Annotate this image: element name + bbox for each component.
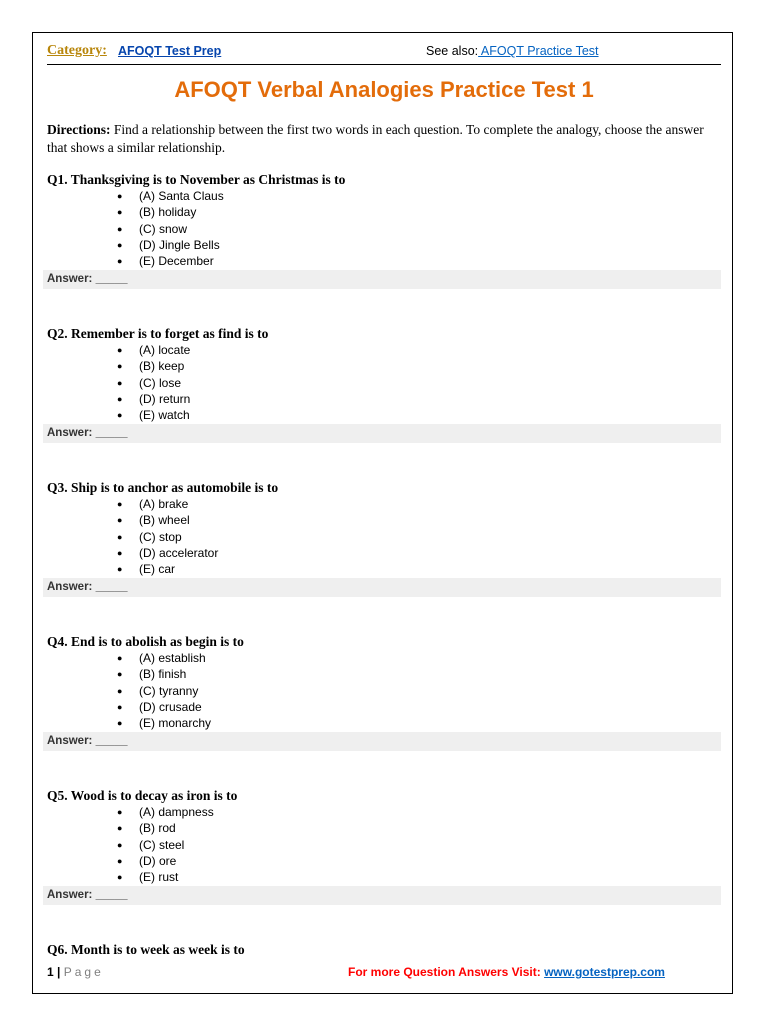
bullet-icon: ●: [117, 564, 123, 574]
footer-cta: [348, 965, 665, 979]
bullet-icon: ●: [117, 191, 123, 201]
header-divider: [47, 64, 721, 65]
directions-text: Find a relationship between the first two words in each question. To complete the analogy, choose the answer that shows a similar relationship.: [47, 122, 704, 155]
option-item[interactable]: ● (B) wheel: [117, 513, 190, 528]
option-list: [47, 804, 727, 885]
bullet-icon: ●: [117, 499, 123, 509]
option-item[interactable]: ● (E) rust: [117, 870, 179, 884]
answer-field-2[interactable]: Answer: _____: [43, 424, 721, 443]
footer-cta-text: For more Question Answers Visit:: [348, 965, 541, 979]
option-item[interactable]: ● (A) brake: [117, 497, 189, 511]
option-item[interactable]: ● (D) crusade: [117, 699, 202, 714]
option-item[interactable]: ● (B) finish: [117, 667, 187, 682]
question-4: [47, 634, 727, 731]
see-also-link[interactable]: AFOQT Practice Test: [478, 44, 599, 58]
bullet-icon: ●: [117, 872, 123, 882]
question-text: Q4. End is to abolish as begin is to: [47, 634, 244, 649]
option-list: [47, 342, 727, 423]
option-item[interactable]: ● (B) rod: [117, 821, 176, 836]
bullet-icon: ●: [117, 256, 123, 266]
answer-field-4[interactable]: Answer: _____: [43, 732, 721, 751]
see-also: [426, 44, 599, 58]
option-item[interactable]: ● (E) December: [117, 254, 214, 268]
bullet-icon: ●: [117, 393, 123, 404]
bullet-icon: ●: [117, 701, 123, 712]
option-item[interactable]: ● (E) monarchy: [117, 716, 212, 730]
bullet-icon: ●: [117, 807, 123, 817]
bullet-icon: ●: [117, 410, 123, 420]
option-item[interactable]: ● (C) stop: [117, 529, 182, 544]
question-5: [47, 788, 727, 885]
question-6: [47, 942, 727, 958]
option-item[interactable]: ● (E) car: [117, 562, 175, 576]
header: [47, 43, 727, 63]
option-item[interactable]: ● (C) steel: [117, 837, 185, 852]
answer-field-5[interactable]: Answer: _____: [43, 886, 721, 905]
question-text: Q3. Ship is to anchor as automobile is to: [47, 480, 279, 495]
bullet-icon: ●: [117, 855, 123, 866]
option-item[interactable]: ● (C) lose: [117, 375, 182, 390]
footer-cta-link[interactable]: www.gotestprep.com: [544, 965, 665, 979]
question-1: [47, 172, 727, 269]
bullet-icon: ●: [117, 547, 123, 558]
question-text: Q5. Wood is to decay as iron is to: [47, 788, 238, 803]
option-item[interactable]: ● (D) accelerator: [117, 545, 219, 560]
bullet-icon: ●: [117, 223, 123, 234]
option-item[interactable]: ● (C) tyranny: [117, 683, 199, 698]
category-link[interactable]: AFOQT Test Prep: [118, 44, 222, 58]
page-separator: |: [57, 965, 61, 979]
bullet-icon: ●: [117, 207, 123, 218]
bullet-icon: ●: [117, 345, 123, 355]
page-label: Page: [63, 965, 104, 979]
option-item[interactable]: ● (C) snow: [117, 221, 188, 236]
option-item[interactable]: ● (B) keep: [117, 359, 185, 374]
question-text: Q1. Thanksgiving is to November as Christmas is to: [47, 172, 346, 187]
bullet-icon: ●: [117, 685, 123, 696]
option-item[interactable]: ● (A) Santa Claus: [117, 189, 224, 203]
option-item[interactable]: ● (A) locate: [117, 343, 191, 357]
bullet-icon: ●: [117, 377, 123, 388]
option-list: [47, 650, 727, 731]
answer-field-3[interactable]: Answer: _____: [43, 578, 721, 597]
page-number-value: 1: [47, 965, 54, 979]
category-label: Category:: [47, 43, 107, 58]
page-title: AFOQT Verbal Analogies Practice Test 1: [174, 77, 594, 102]
option-item[interactable]: ● (E) watch: [117, 408, 190, 422]
bullet-icon: ●: [117, 531, 123, 542]
bullet-icon: ●: [117, 653, 123, 663]
bullet-icon: ●: [117, 669, 123, 680]
bullet-icon: ●: [117, 239, 123, 250]
see-also-label: See also:: [426, 44, 479, 58]
question-text: Q6. Month is to week as week is to: [47, 942, 245, 957]
option-item[interactable]: ● (B) holiday: [117, 205, 197, 220]
option-list: [47, 496, 727, 577]
question-2: [47, 326, 727, 423]
page-number: [47, 965, 104, 979]
bullet-icon: ●: [117, 823, 123, 834]
option-item[interactable]: ● (D) return: [117, 391, 191, 406]
option-item[interactable]: ● (A) establish: [117, 651, 206, 665]
option-list: [47, 188, 727, 269]
question-3: [47, 480, 727, 577]
question-text: Q2. Remember is to forget as find is to: [47, 326, 269, 341]
option-item[interactable]: ● (D) ore: [117, 853, 177, 868]
answer-field-1[interactable]: Answer: _____: [43, 270, 721, 289]
bullet-icon: ●: [117, 515, 123, 526]
option-item[interactable]: ● (A) dampness: [117, 805, 214, 819]
directions-label: Directions:: [47, 122, 111, 137]
option-item[interactable]: ● (D) Jingle Bells: [117, 237, 220, 252]
bullet-icon: ●: [117, 361, 123, 372]
bullet-icon: ●: [117, 839, 123, 850]
directions: [47, 121, 723, 157]
bullet-icon: ●: [117, 718, 123, 728]
